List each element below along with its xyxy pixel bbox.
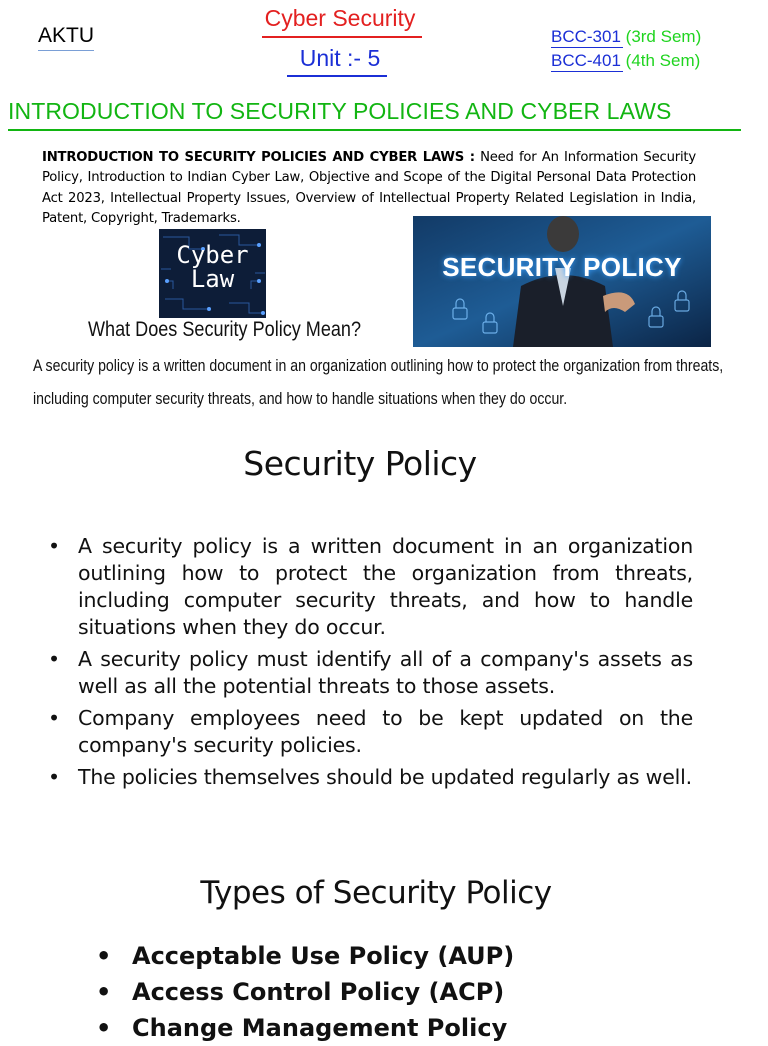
cyber-law-line1: Cyber	[176, 241, 249, 269]
syllabus-heading: INTRODUCTION TO SECURITY POLICIES AND CYBER LAWS :	[42, 150, 475, 165]
bullet-item: • A security policy must identify all of a company's assets as well as all the potential threats to those assets.	[48, 646, 693, 700]
policy-type-item: • Access Control Policy (ACP)	[96, 974, 736, 1010]
policy-type-item: • Acceptable Use Policy (AUP)	[96, 938, 736, 974]
security-policy-bullets	[48, 533, 693, 796]
org-underline	[38, 50, 94, 51]
slide-title-security-policy: Security Policy	[243, 444, 477, 483]
course-code: BCC-401	[551, 51, 621, 70]
course-code-2	[551, 51, 700, 71]
cyber-law-caption	[159, 243, 266, 291]
definition-question: What Does Security Policy Mean?	[88, 318, 362, 341]
policy-type-item: • Change Management Policy	[96, 1010, 736, 1046]
policy-types-list	[96, 938, 736, 1046]
security-policy-image	[413, 216, 711, 347]
semester-label: (4th Sem)	[625, 51, 701, 70]
bullet-item: • Company employees need to be kept updated on the company's security policies.	[48, 705, 693, 759]
unit-underline	[287, 75, 387, 77]
definition-line-2: including computer security threats, and how to handle situations when they do occur.	[33, 389, 568, 408]
definition-line-1: A security policy is a written document in an organization outlining how to protect the organization from threats,	[33, 356, 724, 375]
course-code-underline	[551, 71, 623, 72]
title-underline	[8, 129, 741, 131]
course-code-1	[551, 27, 701, 47]
cyber-law-image	[159, 229, 266, 318]
security-policy-caption: SECURITY POLICY	[442, 252, 682, 282]
subject-title: Cyber Security	[264, 5, 416, 31]
unit-label: Unit :- 5	[299, 45, 381, 71]
course-code-underline	[551, 47, 623, 48]
semester-label: (3rd Sem)	[625, 27, 702, 46]
syllabus-text: Need for An Information Security Policy, Introduction to Indian Cyber Law, Objective and Scope of the Digital Personal Data Protection Act 2023, Intellectual Property Issues, Overview of Intellectual Property Related Legislation in India, Patent, Copyright, Trademarks.	[42, 150, 696, 226]
org-name: AKTU	[38, 24, 95, 47]
page-title: INTRODUCTION TO SECURITY POLICIES AND CYBER LAWS	[8, 98, 672, 124]
slide-title-types: Types of Security Policy	[200, 875, 552, 911]
cyber-law-line2: Law	[190, 265, 235, 293]
bullet-item: • The policies themselves should be updated regularly as well.	[48, 764, 693, 791]
bullet-item: • A security policy is a written document in an organization outlining how to protect the organization from threats, including computer security threats, and how to handle situations when they do occur.	[48, 533, 693, 641]
subject-underline	[262, 36, 422, 38]
course-code: BCC-301	[551, 27, 621, 46]
